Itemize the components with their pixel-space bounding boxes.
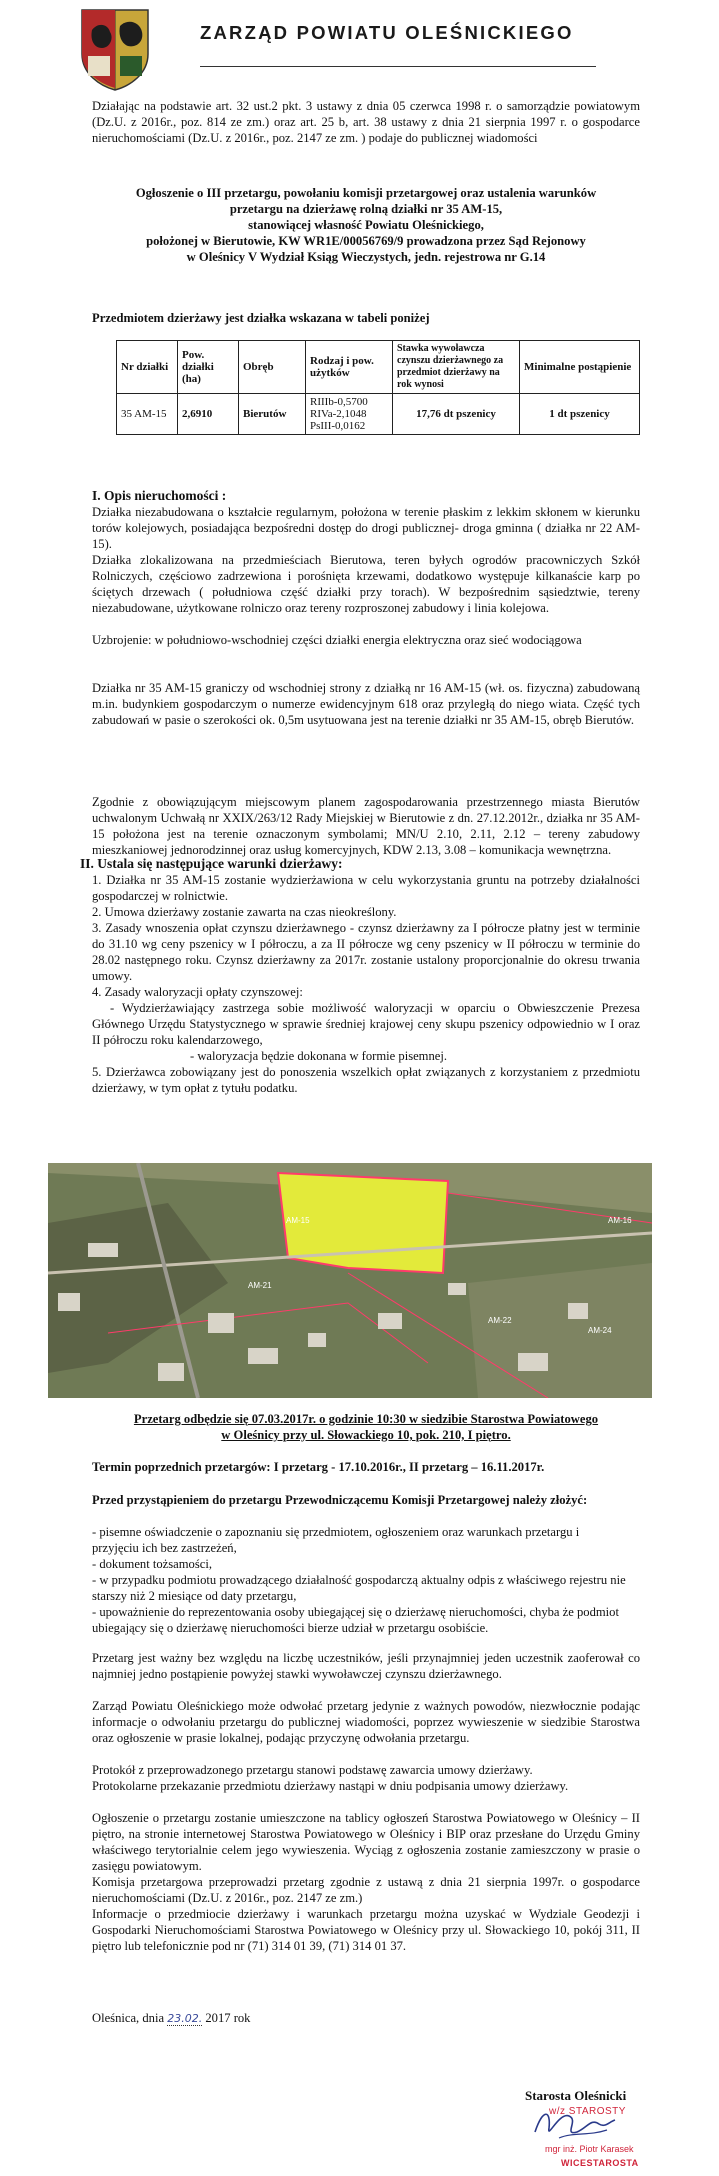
section-1-paragraph: Zgodnie z obowiązującym miejscowym planem zagospodarowania przestrzennego miasta Bierutów uchwalonym Uchwałą nr XXIX/263/12 Rady Miejskiej w Bierutowie z dn. 27.12.2012r., działka nr 35 AM-15 położona jest na terenie oznaczonym symbolami; MN/U 2.10, 2.11, 2.12 – tereny zabudowy mieszkaniowej jednorodzinnej oraz usług komercyjnych, KDW 2.13, 3.08 – komunikacja wewnętrzna. [92, 795, 640, 857]
previous-tenders: Termin poprzednich przetargów: I przetarg - 17.10.2016r., II przetarg – 16.11.2017r. [92, 1460, 545, 1474]
place-and-date [92, 2010, 392, 2027]
section-1-paragraph: Uzbrojenie: w południowo-wschodniej części działki energia elektryczna oraz sieć wodociągowa [92, 633, 582, 647]
tender-info-paragraph: Przetarg jest ważny bez względu na liczbę uczestników, jeśli przynajmniej jeden uczestnik zaoferował co najmniej jedno postąpienie powyżej stawki wywoławczej czynszu dzierżawnego. [92, 1651, 640, 1681]
condition-item: 4. Zasady waloryzacji opłaty czynszowej: [92, 985, 303, 999]
condition-item: 5. Dzierżawca zobowiązany jest do ponoszenia wszelkich opłat związanych z korzystaniem z przedmiotu dzierżawy, w tym opłat z tytułu podatku. [92, 1065, 640, 1095]
stamp-line: w/z STAROSTY [549, 2106, 626, 2117]
header-title: ZARZĄD POWIATU OLEŚNICKIEGO [200, 22, 574, 43]
column-header: Minimalne postąpienie [520, 341, 640, 394]
condition-subitem: - waloryzacja będzie dokonana w formie pisemnej. [190, 1049, 448, 1063]
stamp-role: WICESTAROSTA [561, 2158, 639, 2168]
cell-land-use [306, 394, 393, 435]
column-header: Rodzaj i pow. użytków [306, 341, 393, 394]
requirement-item: - pisemne oświadczenie o zapoznaniu się przedmiotem, ogłoszeniem oraz warunkach przetargu i przyjęciu ich bez zastrzeżeń, [92, 1525, 580, 1555]
map-label: AM-15 [286, 1216, 310, 1225]
tender-info-paragraph: Ogłoszenie o przetargu zostanie umieszczone na tablicy ogłoszeń Starostwa Powiatowego w Oleśnicy – II piętro, na stronie internetowej Starostwa Powiatowego w Oleśnicy i BIP oraz przesłane do Urzędu Gminy właściwego terytorialnie celem jego wywieszenia. Wyciąg z ogłoszenia zostanie zamieszczony w prasie o zasięgu powiatowym. [92, 1811, 640, 1873]
tender-date-line: w Oleśnicy przy ul. Słowackiego 10, pok. 210, I piętro. [221, 1428, 511, 1442]
cell-parcel-number: 35 AM-15 [117, 394, 178, 435]
column-header: Pow. działki (ha) [178, 341, 239, 394]
announcement-line: stanowiącej własność Powiatu Oleśnickiego, [248, 218, 484, 232]
stamp-name: mgr inż. Piotr Karasek [545, 2144, 634, 2154]
condition-subitem: - Wydzierżawiający zastrzega sobie możliwość waloryzacji w oparciu o Obwieszczenie Prezesa Głównego Urzędu Statystycznego w sprawie średniej krajowej ceny skupu pszenicy odpowiednio w I oraz II półroczu roku kalendarzowego, [92, 1001, 640, 1047]
requirement-item: - dokument tożsamości, [92, 1557, 212, 1571]
announcement-line: Ogłoszenie o III przetargu, powołaniu komisji przetargowej oraz ustalenia warunków [135, 186, 597, 200]
parcel-table [116, 340, 640, 435]
section-2-title: II. Ustala się następujące warunki dzierżawy: [80, 856, 343, 871]
table-caption: Przedmiotem dzierżawy jest działka wskazana w tabeli poniżej [92, 311, 430, 325]
condition-item: 2. Umowa dzierżawy zostanie zawarta na czas nieokreślony. [92, 905, 397, 919]
announcement-line: w Oleśnicy V Wydział Ksiąg Wieczystych, jedn. rejestrowa nr G.14 [186, 250, 546, 264]
intro-paragraph: Działając na podstawie art. 32 ust.2 pkt. 3 ustawy z dnia 05 czerwca 1998 r. o samorządzie powiatowym (Dz.U. z 2016r., poz. 814 ze zm.) oraz art. 25 b, art. 38 ustawy z dnia 21 sierpnia 1997 r. o gospodarce nieruchomościami (Dz.U. z 2016r., poz. 2147 ze zm. ) podaje do publicznej wiadomości [92, 99, 640, 145]
table-header-row [117, 341, 640, 394]
land-use-item: PsIII-0,0162 [310, 420, 366, 432]
condition-item: 3. Zasady wnoszenia opłat czynszu dzierżawnego - czynsz dzierżawny za I półrocze płatny jest w terminie do 31.10 wg ceny pszenicy w I półroczu, a za II półrocze wg ceny pszenicy w II półroczu w terminie do 28.02 następnego roku. Czynsz dzierżawny za 2017r. zostanie ustalony proporcjonalnie do okresu trwania umowy. [92, 921, 640, 983]
column-header: Obręb [239, 341, 306, 394]
map-label: AM-24 [588, 1326, 612, 1335]
map-label: AM-21 [248, 1281, 272, 1290]
tender-info-paragraph: Zarząd Powiatu Oleśnickiego może odwołać przetarg jedynie z ważnych powodów, niezwłocznie podając informacje o odwołaniu przetargu do publicznej wiadomości, poprzez wywieszenie w siedzibie Starostwa oraz ogłoszenie w prasie lokalnej, podając przyczynę odwołania przetargu. [92, 1699, 640, 1745]
place-suffix: 2017 rok [205, 2011, 251, 2025]
coat-of-arms-icon [80, 8, 150, 92]
tender-info-paragraph: Informacje o przedmiocie dzierżawy i warunkach przetargu można uzyskać w Wydziale Geodezji i Gospodarki Nieruchomościami Starostwa Powiatowego w Oleśnicy przy ul. Słowackiego 10, pokój 311, II piętro lub telefonicznie pod nr (71) 314 01 39, (71) 314 01 37. [92, 1907, 640, 1953]
tender-date-line: Przetarg odbędzie się 07.03.2017r. o godzinie 10:30 w siedzibie Starostwa Powiatowego [133, 1412, 599, 1426]
land-use-item: RIIIb-0,5700 [310, 396, 368, 408]
map-label: AM-22 [488, 1316, 512, 1325]
section-1-title: I. Opis nieruchomości : [92, 488, 227, 503]
cell-area: 2,6910 [178, 394, 239, 435]
column-header: Nr działki [117, 341, 178, 394]
table-row [117, 394, 640, 435]
handwritten-date: 23.02. [167, 2012, 203, 2025]
tender-info-paragraph: Komisja przetargowa przeprowadzi przetarg zgodnie z ustawą z dnia 21 sierpnia 1997r. o gospodarce nieruchomościami (Dz.U. z 2016r., poz. 2147 ze zm.) [92, 1875, 640, 1905]
signature-block [505, 2088, 685, 2173]
handwritten-signature [529, 2102, 619, 2146]
land-use-item: RIVa-2,1048 [310, 408, 367, 420]
cell-min-increment: 1 dt pszenicy [520, 394, 640, 435]
section-1-paragraph: Działka nr 35 AM-15 graniczy od wschodniej strony z działką nr 16 AM-15 (wł. os. fizyczna) zabudowaną m.in. budynkiem gospodarczym o numerze ewidencyjnym 618 oraz przyległą do niego wiata. Część tych zabudowań w pasie o szerokości ok. 0,5m usytuowana jest na terenie działki nr 35 AM-15, obręb Bierutów. [92, 681, 640, 727]
cell-precinct: Bierutów [239, 394, 306, 435]
signer-title: Starosta Oleśnicki [525, 2088, 627, 2103]
condition-item: 1. Działka nr 35 AM-15 zostanie wydzierżawiona w celu wykorzystania gruntu na potrzeby działalności gospodarczej w rolnictwie. [92, 873, 640, 903]
requirement-item: - upoważnienie do reprezentowania osoby ubiegającej się o dzierżawę nieruchomości, chyba że podmiot ubiegający się o dzierżawę nieruchomości bierze udział w przetargu osobiście. [92, 1605, 619, 1635]
map-label: AM-16 [608, 1216, 632, 1225]
section-1-paragraph: Działka zlokalizowana na przedmieściach Bierutowa, teren byłych ogrodów pracowniczych Szkół Rolniczych, częściowo zadrzewiona i porośnięta krzewami, dodatkowo występuje kilkanaście karp po ściętych drzewach ( południowa część działki przy torach). W bezpośrednim sąsiedztwie, tereny niezabudowane, użytkowane rolniczo oraz tereny rozproszonej zabudowy i linia kolejowa. [92, 553, 640, 615]
section-1-paragraph: Działka niezabudowana o kształcie regularnym, położona w terenie płaskim z lekkim skłonem w kierunku torów kolejowych, posiadająca bezpośredni dostęp do drogi publicznej- droga gminna ( działka nr 22 AM-15). [92, 505, 640, 551]
tender-info-paragraph: Protokolarne przekazanie przedmiotu dzierżawy nastąpi w dniu podpisania umowy dzierżawy. [92, 1779, 569, 1793]
announcement-title [80, 185, 652, 265]
tender-info-paragraph: Protokół z przeprowadzonego przetargu stanowi podstawę zawarcia umowy dzierżawy. [92, 1763, 533, 1777]
announcement-line: położonej w Bierutowie, KW WR1E/00056769/9 prowadzona przez Sąd Rejonowy [146, 234, 586, 248]
requirements-title: Przed przystąpieniem do przetargu Przewodniczącemu Komisji Przetargowej należy złożyć: [92, 1493, 588, 1507]
cell-rent-rate: 17,76 dt pszenicy [393, 394, 520, 435]
place-prefix: Oleśnica, dnia [92, 2011, 165, 2025]
column-header: Stawka wywoławcza czynszu dzierżawnego za przedmiot dzierżawy na rok wynosi [393, 341, 520, 394]
parcel-map-image [48, 1163, 652, 1398]
tender-date-notice [80, 1411, 652, 1443]
requirement-item: - w przypadku podmiotu prowadzącego działalność gospodarczą aktualny odpis z właściwego rejestru nie starszy niż 2 miesiące od daty przetargu, [92, 1573, 626, 1603]
announcement-line: przetargu na dzierżawę rolną działki nr 35 AM-15, [229, 202, 503, 216]
header-divider [200, 66, 596, 67]
